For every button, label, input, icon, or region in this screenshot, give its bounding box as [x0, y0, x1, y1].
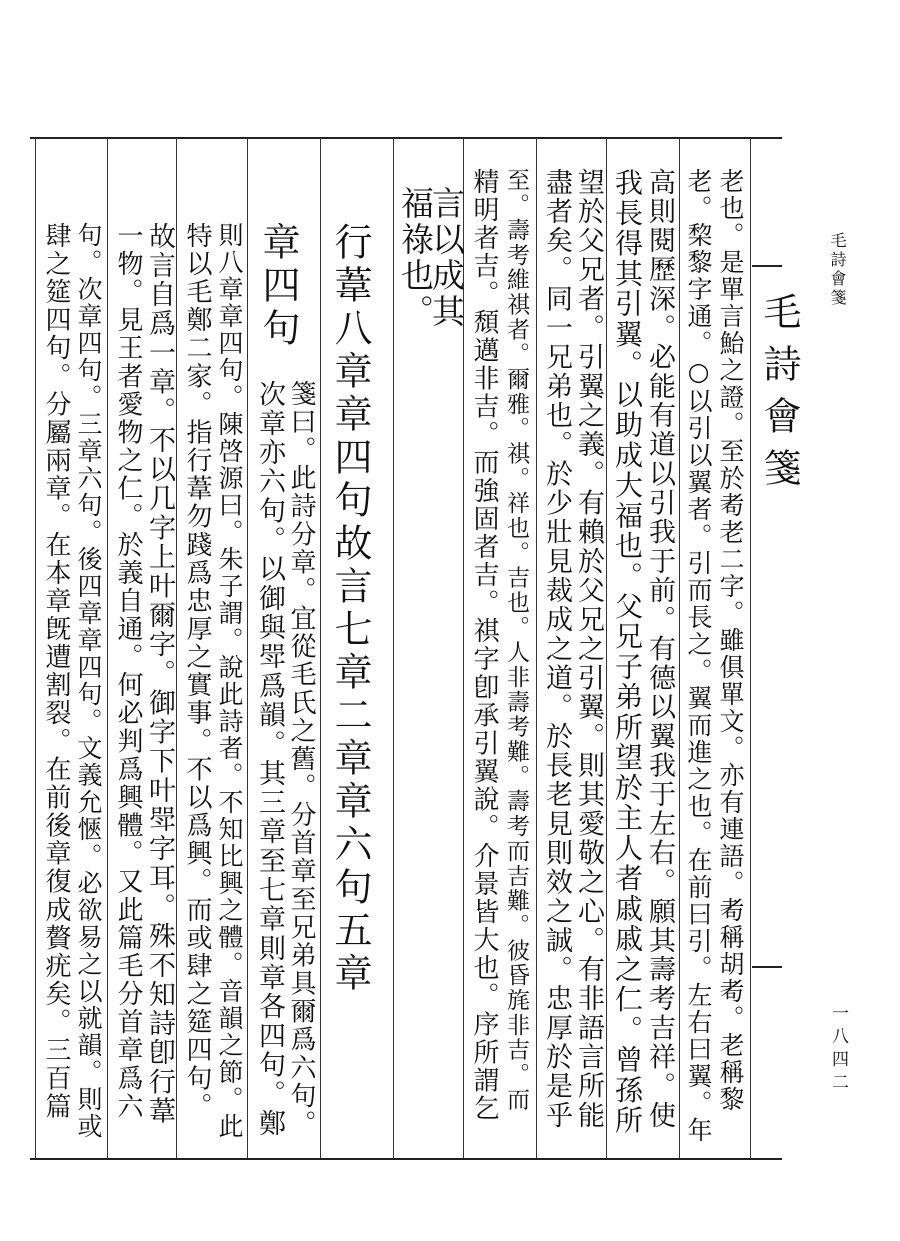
text-column-2: 老。棃黎字通。○以引以翼者。引而長之。翼而進之也。在前曰引。左右曰翼。年 [684, 168, 713, 1144]
text-column-17: 句。次章四句。三章六句。後四章章四句。文義允愜。必欲易之以就韻。則或 [74, 222, 103, 1140]
text-column-13: 則八章章四句。陳啓源曰。朱子謂。說此詩者。不知比興之體。音韻之節。此 [215, 222, 244, 1140]
column-rule [320, 138, 321, 1158]
section-heading-cont: 章四句 [256, 222, 300, 351]
text-column-14: 特以毛鄭二家。指行葦勿踐爲忠厚之實事。不以爲興。而或肆之筵四句。 [182, 222, 212, 1121]
section-heading: 行葦八章章四句故言七章二章章六句五章 [328, 222, 372, 996]
column-rule [247, 138, 248, 1158]
banner-mark-top [752, 265, 782, 267]
header-rule [30, 137, 782, 139]
text-column-9: 言以成其 [427, 186, 466, 330]
text-column-16: 一物。見王者愛物之仁。於義自通。何必判爲興體。又此篇毛分首章爲六 [113, 222, 143, 1121]
text-column-3: 高則閱歷深。必能有道以引我于前。有德以翼我于左右。願其壽考吉祥。使 [644, 168, 675, 1131]
page-number: 一八四二 [828, 1004, 848, 1096]
column-rule [107, 138, 108, 1158]
text-column-5: 望於父兄者。引翼之義。有賴於父兄之引翼。則其愛敬之心。有非語言所能 [573, 168, 604, 1131]
text-column-10: 福祿也。 [396, 186, 435, 330]
text-column-7: 至。壽考維祺者。爾雅。祺。祥也。吉也。人非壽考難。壽考而吉難。彼昏旄非吉。而 [503, 168, 529, 1112]
column-rule [750, 138, 751, 1158]
column-rule [35, 138, 36, 1158]
column-rule [393, 138, 394, 1158]
text-column-12: 次章亦六句。以御與斝爲韻。其三章至七章則章各四句。鄭 [254, 380, 285, 1139]
text-column-1: 老也。是單言鮐之證。至於耇老二字。雖俱單文。亦有連語。耇稱胡耇。老稱黎 [716, 168, 745, 1113]
column-rule [606, 138, 607, 1158]
text-column-18: 肆之筵四句。分屬兩章。在本章旣遭割裂。在前後章復成贅疣矣。三百篇 [41, 222, 71, 1121]
running-title: 毛詩會箋 [828, 232, 847, 308]
banner-mark-bottom [752, 966, 782, 968]
footer-rule [30, 1158, 782, 1160]
banner-title: 毛詩會箋 [757, 292, 801, 500]
text-column-11: 箋曰。此詩分章。宜從毛氏之舊。分首章至兄弟具爾爲六句。 [286, 380, 316, 1139]
text-column-6: 盡者矣。同一兄弟也。於少壯見裁成之道。於長老見則效之誠。忠厚於是乎 [541, 168, 572, 1131]
text-column-4: 我長得其引翼。以助成大福也。父兄子弟所望於主人者戚戚之仁。曾孫所 [611, 168, 644, 1136]
column-rule [536, 138, 537, 1158]
text-column-8: 精明者吉。頹邁非吉。而強固者吉。祺字卽承引翼說。介景皆大也。序所謂乞 [469, 168, 499, 1123]
text-column-15: 故言自爲一章。不以几字上叶爾字。御字下叶斝字耳。殊不知詩卽行葦 [144, 222, 175, 1126]
